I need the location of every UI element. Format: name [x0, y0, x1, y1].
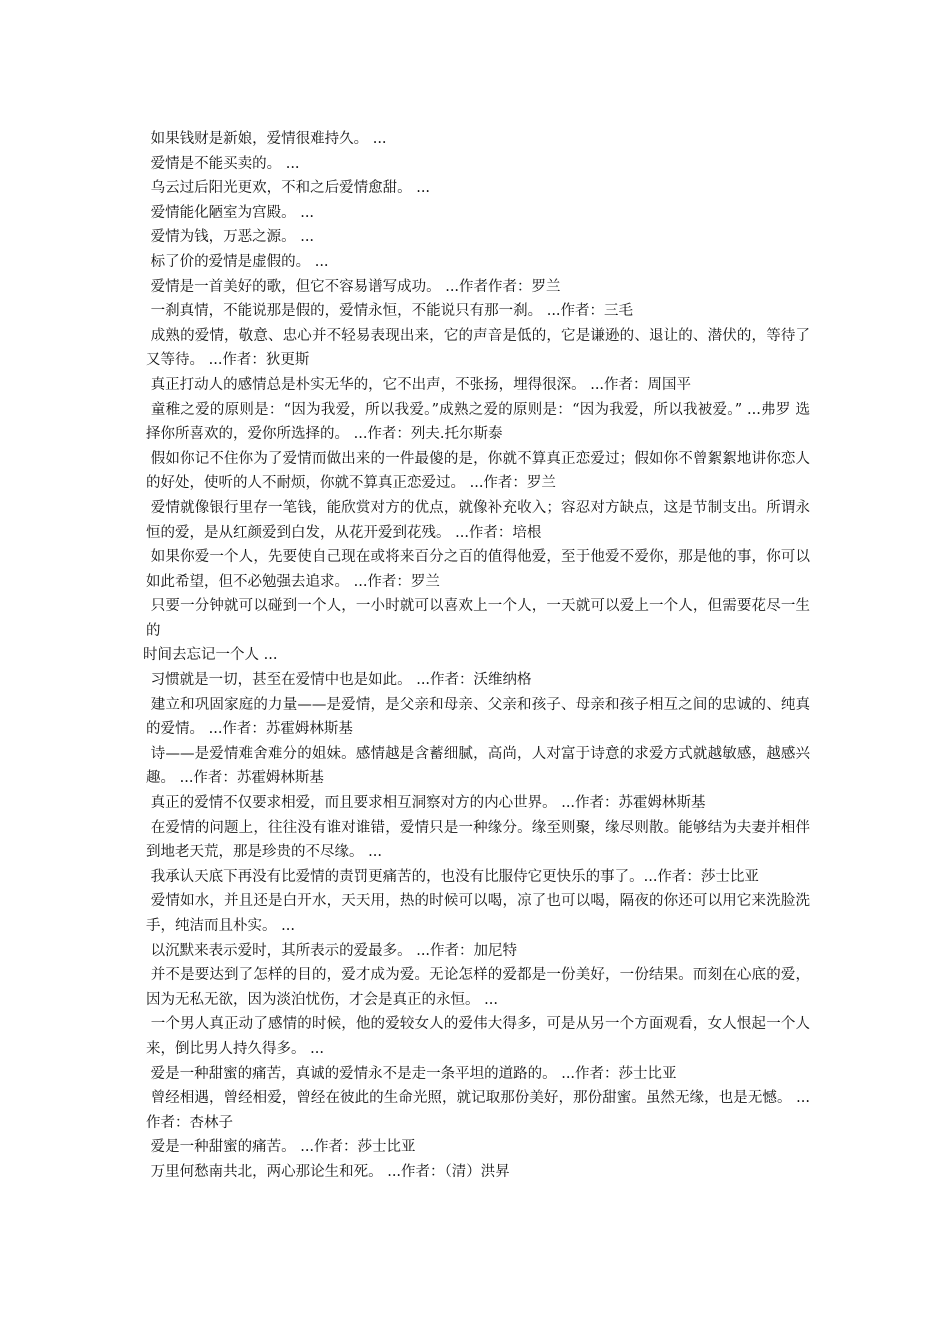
- quote-line: 习惯就是一切，甚至在爱情中也是如此。 ...作者：沃维纳格: [146, 672, 532, 689]
- quote-line: 一个男人真正动了感情的时候，他的爱较女人的爱伟大得多，可是从另一个方面观看，女人恨起一个人来，倒比男人持久得多。 ...: [146, 1016, 810, 1057]
- quote-line: 如果你爱一个人，先要使自己现在或将来百分之百的值得他爱，至于他爱不爱你，那是他的事，你可以如此希望，但不必勉强去追求。 ...作者：罗兰: [146, 549, 810, 590]
- quote-line: 以沉默来表示爱时，其所表示的爱最多。 ...作者：加尼特: [146, 942, 518, 959]
- quote-line: 爱情就像银行里存一笔钱，能欣赏对方的优点，就像补充收入；容忍对方缺点，这是节制支出。所谓永恒的爱，是从红颜爱到白发，从花开爱到花残。 ...作者：培根: [146, 499, 810, 541]
- quote-line: 爱情是不能买卖的。 ...: [146, 155, 300, 172]
- quote-line: 假如你记不住你为了爱情而做出来的一件最傻的是，你就不算真正恋爱过；假如你不曾絮絮地讲你恋人的好处，使听的人不耐烦，你就不算真正恋爱过。 ...作者：罗兰: [146, 450, 810, 492]
- quote-line: 时间去忘记一个人 ...: [143, 647, 278, 664]
- quote-line: 爱情能化陋室为宫殿。 ...: [146, 204, 315, 221]
- quote-line: 成熟的爱情，敬意、忠心并不轻易表现出来，它的声音是低的，它是谦逊的、退让的、潜伏的，等待了又等待。 ...作者：狄更斯: [146, 327, 810, 369]
- document-body: [143, 127, 811, 1185]
- quote-line: 诗——是爱情难舍难分的姐妹。感情越是含蓄细腻，高尚，人对富于诗意的求爱方式就越敏感，越感兴趣。 ...作者：苏霍姆林斯基: [146, 745, 811, 787]
- quote-line: 建立和巩固家庭的力量——是爱情，是父亲和母亲、父亲和孩子、母亲和孩子相互之间的忠诚的、纯真的爱情。 ...作者：苏霍姆林斯基: [146, 696, 811, 738]
- quote-line: 爱是一种甜蜜的痛苦，真诚的爱情永不是走一条平坦的道路的。 ...作者：莎士比亚: [146, 1065, 677, 1082]
- quote-line: 我承认天底下再没有比爱情的责罚更痛苦的，也没有比服侍它更快乐的事了。...作者：莎士比亚: [146, 868, 759, 885]
- quote-line: 曾经相遇，曾经相爱，曾经在彼此的生命光照，就记取那份美好，那份甜蜜。虽然无缘，也是无憾。 ...作者：杏林子: [146, 1090, 811, 1131]
- quote-line: 爱是一种甜蜜的痛苦。 ...作者：莎士比亚: [146, 1139, 416, 1156]
- quote-line: 乌云过后阳光更欢，不和之后爱情愈甜。 ...: [146, 180, 431, 197]
- quote-line: 爱情是一首美好的歌，但它不容易谱写成功。 ...作者作者：罗兰: [146, 278, 561, 295]
- quote-line: 一刹真情，不能说那是假的，爱情永恒，不能说只有那一刹。 ...作者：三毛: [146, 303, 634, 320]
- quote-line: 爱情为钱，万恶之源。 ...: [146, 229, 315, 246]
- quote-line: 并不是要达到了怎样的目的，爱才成为爱。无论怎样的爱都是一份美好，一份结果。而刻在心底的爱，因为无私无欲，因为淡泊忧伤，才会是真正的永恒。 ...: [146, 967, 810, 1008]
- quote-line: 真正打动人的感情总是朴实无华的，它不出声，不张扬，埋得很深。 ...作者：周国平: [146, 376, 692, 393]
- quote-line: 如果钱财是新娘，爱情很难持久。 ...: [146, 131, 387, 147]
- quote-line: 标了价的爱情是虚假的。 ...: [146, 253, 329, 270]
- quote-line: 万里何愁南共北，两心那论生和死。 ...作者：（清）洪昇: [146, 1163, 510, 1180]
- quote-line: 真正的爱情不仅要求相爱，而且要求相互洞察对方的内心世界。 ...作者：苏霍姆林斯基: [146, 795, 706, 812]
- quote-line: 童稚之爱的原则是：“因为我爱，所以我爱。”成熟之爱的原则是：“因为我爱，所以我被爱。” ...弗罗 选择你所喜欢的，爱你所选择的。 ...作者：列夫.托尔斯泰: [146, 401, 811, 443]
- quote-line: 只要一分钟就可以碰到一个人，一小时就可以喜欢上一个人，一天就可以爱上一个人，但需要花尽一生的: [146, 598, 810, 639]
- quote-line: 在爱情的问题上，往往没有谁对谁错，爱情只是一种缘分。缘至则聚，缘尽则散。能够结为夫妻并相伴到地老天荒，那是珍贵的不尽缘。 ...: [146, 819, 810, 861]
- quote-line: 爱情如水，并且还是白开水，天天用，热的时候可以喝，凉了也可以喝，隔夜的你还可以用它来洗脸洗手，纯洁而且朴实。 ...: [146, 893, 810, 934]
